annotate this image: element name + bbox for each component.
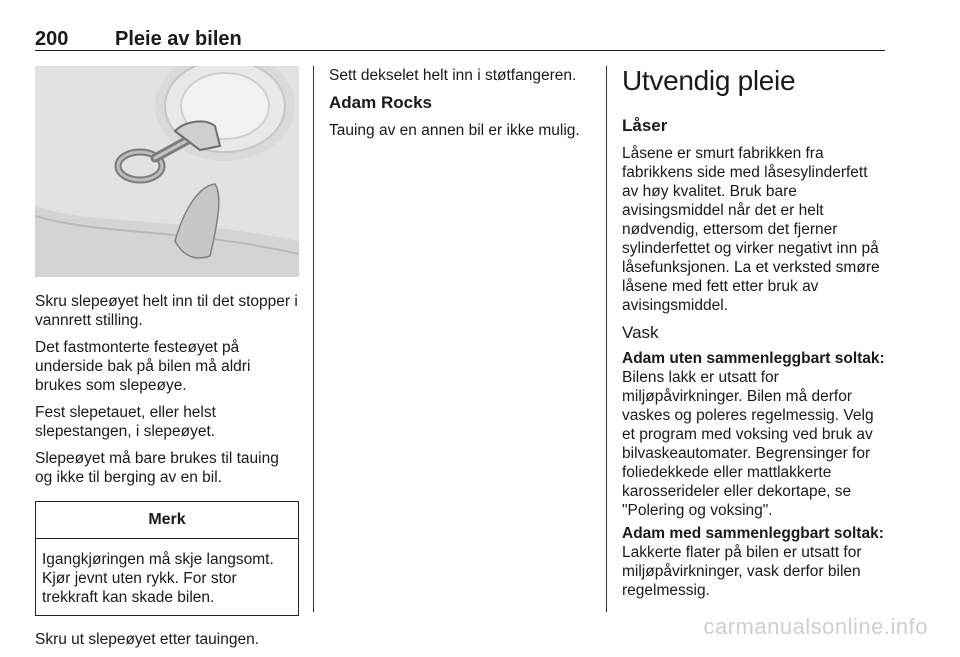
right-column xyxy=(622,66,887,608)
paragraph: Skru slepeøyet helt inn til det stopper i vannrett stilling. xyxy=(35,293,298,329)
paragraph: Sett dekselet helt inn i støtfangeren. xyxy=(329,67,577,84)
section-subheading: Adam Rocks xyxy=(329,93,432,112)
page-title: Pleie av bilen xyxy=(115,28,242,50)
paragraph: Tauing av en annen bil er ikke mulig. xyxy=(329,122,580,139)
paragraph: Bilens lakk er utsatt for miljøpåvirkninger. Bilen må derfor vaskes og poleres regelmessig. Velg et program med voksing ved bruk av bilvaskeautomater. Begrensinger for foliedekkede eller mattlakkerte karosserideler eller dekortape, se "Polering og voksing". xyxy=(622,369,874,519)
note-box xyxy=(35,501,299,616)
section-heading: Utvendig pleie xyxy=(622,65,796,96)
left-column xyxy=(35,66,299,657)
paragraph: Det fastmonterte festeøyet på underside bak på bilen må aldri brukes som slepeøye. xyxy=(35,339,251,394)
page-number: 200 xyxy=(35,28,69,50)
note-text: Igangkjøringen må skje langsomt. Kjør jevnt uten rykk. For stor trekkraft kan skade bilen. xyxy=(42,551,274,606)
subsection-heading: Låser xyxy=(622,116,668,135)
paragraph: Slepeøyet må bare brukes til tauing og ikke til berging av en bil. xyxy=(35,450,279,486)
condition-label: Adam med sammenleggbart soltak: xyxy=(622,525,884,542)
paragraph: Skru ut slepeøyet etter tauingen. xyxy=(35,631,260,648)
column-divider xyxy=(313,66,314,612)
subsection-heading: Vask xyxy=(622,323,659,342)
paragraph: Låsene er smurt fabrikken fra fabrikkens side med låsesylinderfett av høy kvalitet. Bruk bare avisingsmiddel når det er helt nødvendig, ettersom det fjerner sylinderfettet og virker negativt inn på låsefunksjonen. La et verksted smøre låsene med fett etter bruk av avisingsmiddel. xyxy=(622,145,880,314)
watermark: carmanualsonline.info xyxy=(703,614,928,639)
condition-label: Adam uten sammenleggbart soltak: xyxy=(622,350,885,367)
page-header xyxy=(35,22,885,51)
middle-column xyxy=(329,66,594,148)
note-title: Merk xyxy=(36,502,298,539)
paragraph: Fest slepetauet, eller helst slepestangen, i slepeøyet. xyxy=(35,404,216,440)
column-divider xyxy=(606,66,607,612)
paragraph: Lakkerte flater på bilen er utsatt for miljøpåvirkninger, vask derfor bilen regelmessig. xyxy=(622,544,862,599)
towing-eye-illustration xyxy=(35,66,299,277)
